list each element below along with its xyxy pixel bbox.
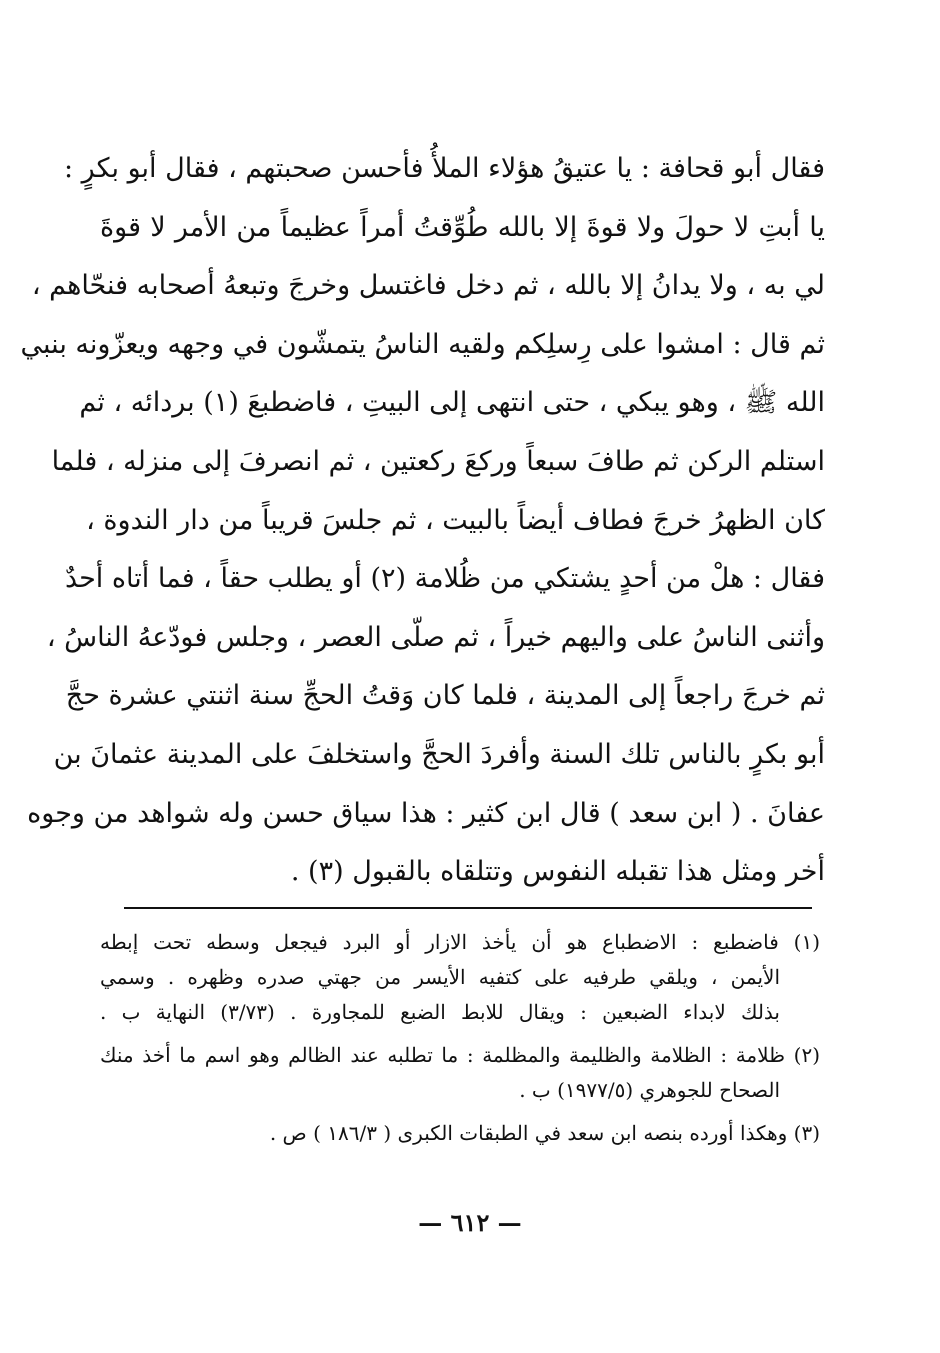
text-line: فقال : هلْ من أحدٍ يشتكي من ظُلامة (٢) أو يطلب حقاً ، فما أتاه أحدٌ — [64, 563, 825, 595]
text-line: الله ﷺ ، وهو يبكي ، حتى انتهى إلى البيتِ ، فاضطبعَ (١) بردائه ، ثم — [79, 387, 825, 419]
text-line: وأثنى الناسُ على واليهم خيراً ، ثم صلّى العصر ، وجلس فودّعهُ الناسُ ، — [46, 621, 825, 653]
text-line: ثم قال : امشوا على رِسلِكم ولقيه الناسُ يتمشّون في وجهه ويعزّونه بنبي — [20, 328, 825, 360]
text-line: عفانَ . ( ابن سعد ) قال ابن كثير : هذا سياق حسن وله شواهد من وجوه — [27, 797, 825, 829]
footnotes — [100, 925, 820, 1151]
main-text — [20, 140, 825, 902]
footnote-1 — [100, 925, 820, 1030]
text-line: أبو بكرٍ بالناس تلك السنة وأفردَ الحجَّ واستخلفَ على المدينة عثمانَ بن — [53, 738, 825, 770]
text-line: يا أبتِ لا حولَ ولا قوةَ إلا بالله طُوِّقتُ أمراً عظيماً من الأمر لا قوةَ — [100, 211, 825, 243]
footnote-line: الأيمن ، ويلقي طرفيه على كتفيه الأيسر من جهتي صدره وظهره . وسمي — [100, 965, 780, 989]
text-line: استلم الركن ثم طافَ سبعاً وركعَ ركعتين ، ثم انصرفَ إلى منزله ، فلما — [51, 445, 825, 477]
footnote-divider — [124, 907, 812, 909]
footnote-line: الصحاح للجوهري (١٩٧٧/٥) ب . — [519, 1078, 780, 1102]
text-line: فقال أبو قحافة : يا عتيقُ هؤلاء الملأُ فأحسن صحبتهم ، فقال أبو بكرٍ : — [64, 153, 825, 184]
footnote-line: بذلك لابداء الضبعين : ويقال للابط الضبع للمجاورة . (٣/٧٣) النهاية ب . — [100, 1000, 780, 1024]
text-line: كان الظهرُ خرجَ فطاف أيضاً بالبيت ، ثم جلسَ قريباً من دار الندوة ، — [86, 504, 825, 536]
footnote-3 — [100, 1116, 820, 1151]
text-line: ثم خرجَ راجعاً إلى المدينة ، فلما كان وَقتُ الحجِّ سنة اثنتي عشرة حجَّ — [65, 680, 825, 712]
text-line: لي به ، ولا يدانُ إلا بالله ، ثم دخل فاغتسل وخرجَ وتبعهُ أصحابه فنحّاهم ، — [31, 270, 825, 302]
footnote-line: (٣) وهكذا أورده بنصه ابن سعد في الطبقات الكبرى ( ١٨٦/٣ ) ص . — [269, 1121, 820, 1145]
footnote-2 — [100, 1038, 820, 1108]
footnote-line: (١) فاضطبع : الاضطباع هو أن يأخذ الازار أو البرد فيجعل وسطه تحت إبطه — [100, 930, 820, 954]
footnote-line: (٢) ظلامة : الظلامة والظليمة والمظلمة : ما تطلبه عند الظالم وهو اسم ما أخذ منك — [100, 1043, 820, 1067]
page-number: — ٦١٢ — — [418, 1208, 522, 1237]
text-line: أخر ومثل هذا تقبله النفوس وتتلقاه بالقبول (٣) . — [290, 856, 825, 888]
